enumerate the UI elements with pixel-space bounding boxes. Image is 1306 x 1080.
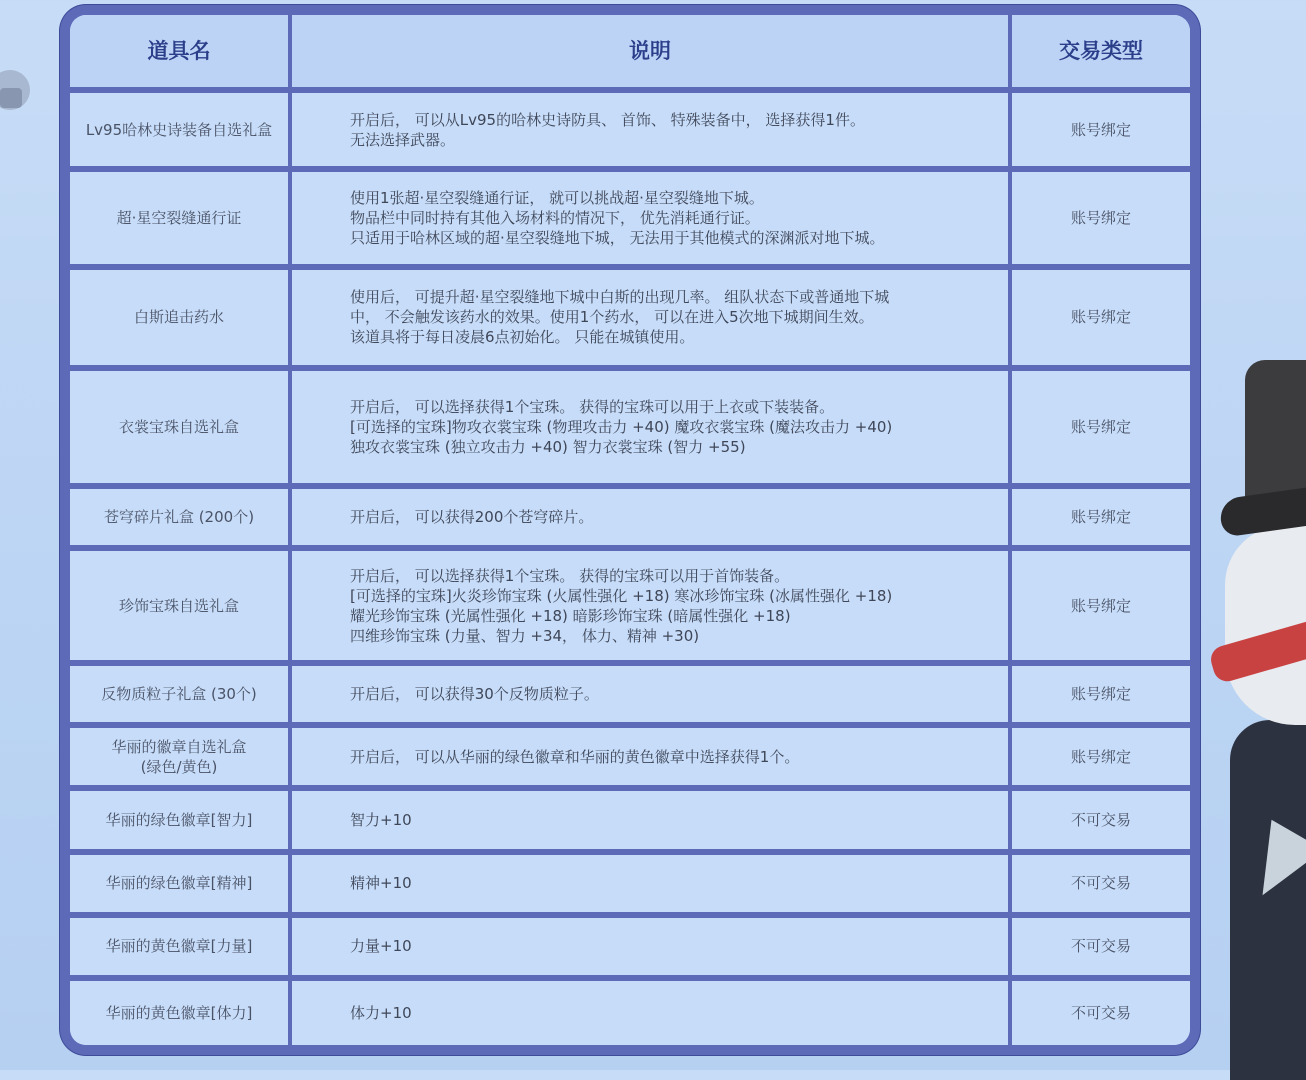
item-name: 珍饰宝珠自选礼盒 — [118, 596, 239, 615]
description-line: 开启后， 可以选择获得1个宝珠。 获得的宝珠可以用于上衣或下装装备。 — [350, 397, 835, 416]
item-description-cell — [292, 728, 1012, 791]
trade-type-cell: 账号绑定 — [1012, 172, 1190, 270]
description-line: 开启后， 可以获得30个反物质粒子。 — [350, 685, 599, 704]
item-table-panel — [60, 5, 1200, 1055]
item-description-cell — [292, 172, 1012, 270]
header-item-name: 道具名 — [70, 15, 292, 93]
description-line: [可选择的宝珠]火炎珍饰宝珠 (火属性强化 +18) 寒冰珍饰宝珠 (冰属性强化 +18) — [350, 586, 893, 605]
trade-type-cell: 不可交易 — [1012, 855, 1190, 918]
table-row — [70, 551, 1190, 666]
item-name-cell — [70, 791, 292, 854]
table-row — [70, 855, 1190, 918]
item-name: 反物质粒子礼盒 (30个) — [101, 685, 257, 704]
item-name: 华丽的绿色徽章[智力] — [105, 810, 253, 829]
item-name: (绿色/黄色) — [140, 757, 218, 776]
trade-type-cell: 账号绑定 — [1012, 728, 1190, 791]
description-line: 精神+10 — [350, 874, 412, 893]
description-line: 力量+10 — [350, 937, 412, 956]
item-name-cell — [70, 981, 292, 1045]
item-name: 苍穹碎片礼盒 (200个) — [103, 507, 255, 526]
trade-type-cell: 账号绑定 — [1012, 270, 1190, 370]
description-line: 使用后， 可提升超·星空裂缝地下城中白斯的出现几率。 组队状态下或普通地下城 — [350, 288, 890, 307]
header-trade-type: 交易类型 — [1012, 15, 1190, 93]
description-line: 独攻衣裳宝珠 (独立攻击力 +40) 智力衣裳宝珠 (智力 +55) — [350, 437, 746, 456]
item-name-cell — [70, 270, 292, 370]
table-row — [70, 728, 1190, 791]
table-row — [70, 981, 1190, 1045]
item-description-cell — [292, 666, 1012, 728]
item-name-cell — [70, 666, 292, 728]
item-name: 华丽的黄色徽章[力量] — [105, 937, 253, 956]
background-decoration — [0, 88, 22, 108]
item-description-cell — [292, 855, 1012, 918]
item-description-cell — [292, 270, 1012, 370]
item-name-cell — [70, 855, 292, 918]
description-line: 耀光珍饰宝珠 (光属性强化 +18) 暗影珍饰宝珠 (暗属性强化 +18) — [350, 606, 791, 625]
description-line: 无法选择武器。 — [350, 130, 456, 149]
item-name-cell — [70, 489, 292, 551]
description-line: 开启后， 可以选择获得1个宝珠。 获得的宝珠可以用于首饰装备。 — [350, 566, 790, 585]
table-row — [70, 371, 1190, 489]
character-illustration — [1190, 340, 1306, 1080]
item-name-cell — [70, 728, 292, 791]
item-description-cell — [292, 791, 1012, 854]
trade-type-cell: 不可交易 — [1012, 918, 1190, 981]
table-row — [70, 918, 1190, 981]
description-line: 物品栏中同时持有其他入场材料的情况下， 优先消耗通行证。 — [350, 209, 760, 228]
table-row — [70, 666, 1190, 728]
description-line: 开启后， 可以从华丽的绿色徽章和华丽的黄色徽章中选择获得1个。 — [350, 747, 800, 766]
table-header-row — [70, 15, 1190, 93]
trade-type-cell: 账号绑定 — [1012, 551, 1190, 666]
item-description-cell — [292, 551, 1012, 666]
item-name: Lv95哈林史诗装备自选礼盒 — [85, 120, 273, 139]
item-description-cell — [292, 981, 1012, 1045]
description-line: 智力+10 — [350, 810, 412, 829]
table-row — [70, 270, 1190, 370]
item-table — [70, 15, 1190, 1045]
table-row — [70, 489, 1190, 551]
table-row — [70, 791, 1190, 854]
item-name: 华丽的徽章自选礼盒 — [111, 737, 247, 756]
item-description-cell — [292, 371, 1012, 489]
description-line: 体力+10 — [350, 1003, 412, 1022]
description-line: 使用1张超·星空裂缝通行证， 就可以挑战超·星空裂缝地下城。 — [350, 189, 764, 208]
description-line: 只适用于哈林区域的超·星空裂缝地下城， 无法用于其他模式的深渊派对地下城。 — [350, 229, 885, 248]
item-name-cell — [70, 371, 292, 489]
item-description-cell — [292, 918, 1012, 981]
item-name: 超·星空裂缝通行证 — [116, 209, 242, 228]
description-line: 该道具将于每日凌晨6点初始化。 只能在城镇使用。 — [350, 328, 695, 347]
table-row — [70, 172, 1190, 270]
item-name-cell — [70, 93, 292, 172]
header-description: 说明 — [292, 15, 1012, 93]
item-name: 衣裳宝珠自选礼盒 — [118, 417, 239, 436]
trade-type-cell: 账号绑定 — [1012, 489, 1190, 551]
description-line: 开启后， 可以从Lv95的哈林史诗防具、 首饰、 特殊装备中， 选择获得1件。 — [350, 110, 865, 129]
description-line: [可选择的宝珠]物攻衣裳宝珠 (物理攻击力 +40) 魔攻衣裳宝珠 (魔法攻击力 +40) — [350, 417, 893, 436]
trade-type-cell: 账号绑定 — [1012, 93, 1190, 172]
trade-type-cell: 不可交易 — [1012, 791, 1190, 854]
trade-type-cell: 账号绑定 — [1012, 666, 1190, 728]
description-line: 开启后， 可以获得200个苍穹碎片。 — [350, 507, 594, 526]
item-description-cell — [292, 93, 1012, 172]
item-name: 华丽的绿色徽章[精神] — [105, 874, 253, 893]
item-name-cell — [70, 172, 292, 270]
trade-type-cell: 账号绑定 — [1012, 371, 1190, 489]
description-line: 中， 不会触发该药水的效果。使用1个药水， 可以在进入5次地下城期间生效。 — [350, 308, 874, 327]
item-name: 白斯追击药水 — [133, 308, 224, 327]
item-name-cell — [70, 918, 292, 981]
item-description-cell — [292, 489, 1012, 551]
item-name: 华丽的黄色徽章[体力] — [105, 1003, 253, 1022]
item-name-cell — [70, 551, 292, 666]
table-row — [70, 93, 1190, 172]
description-line: 四维珍饰宝珠 (力量、智力 +34， 体力、精神 +30) — [350, 626, 700, 645]
trade-type-cell: 不可交易 — [1012, 981, 1190, 1045]
